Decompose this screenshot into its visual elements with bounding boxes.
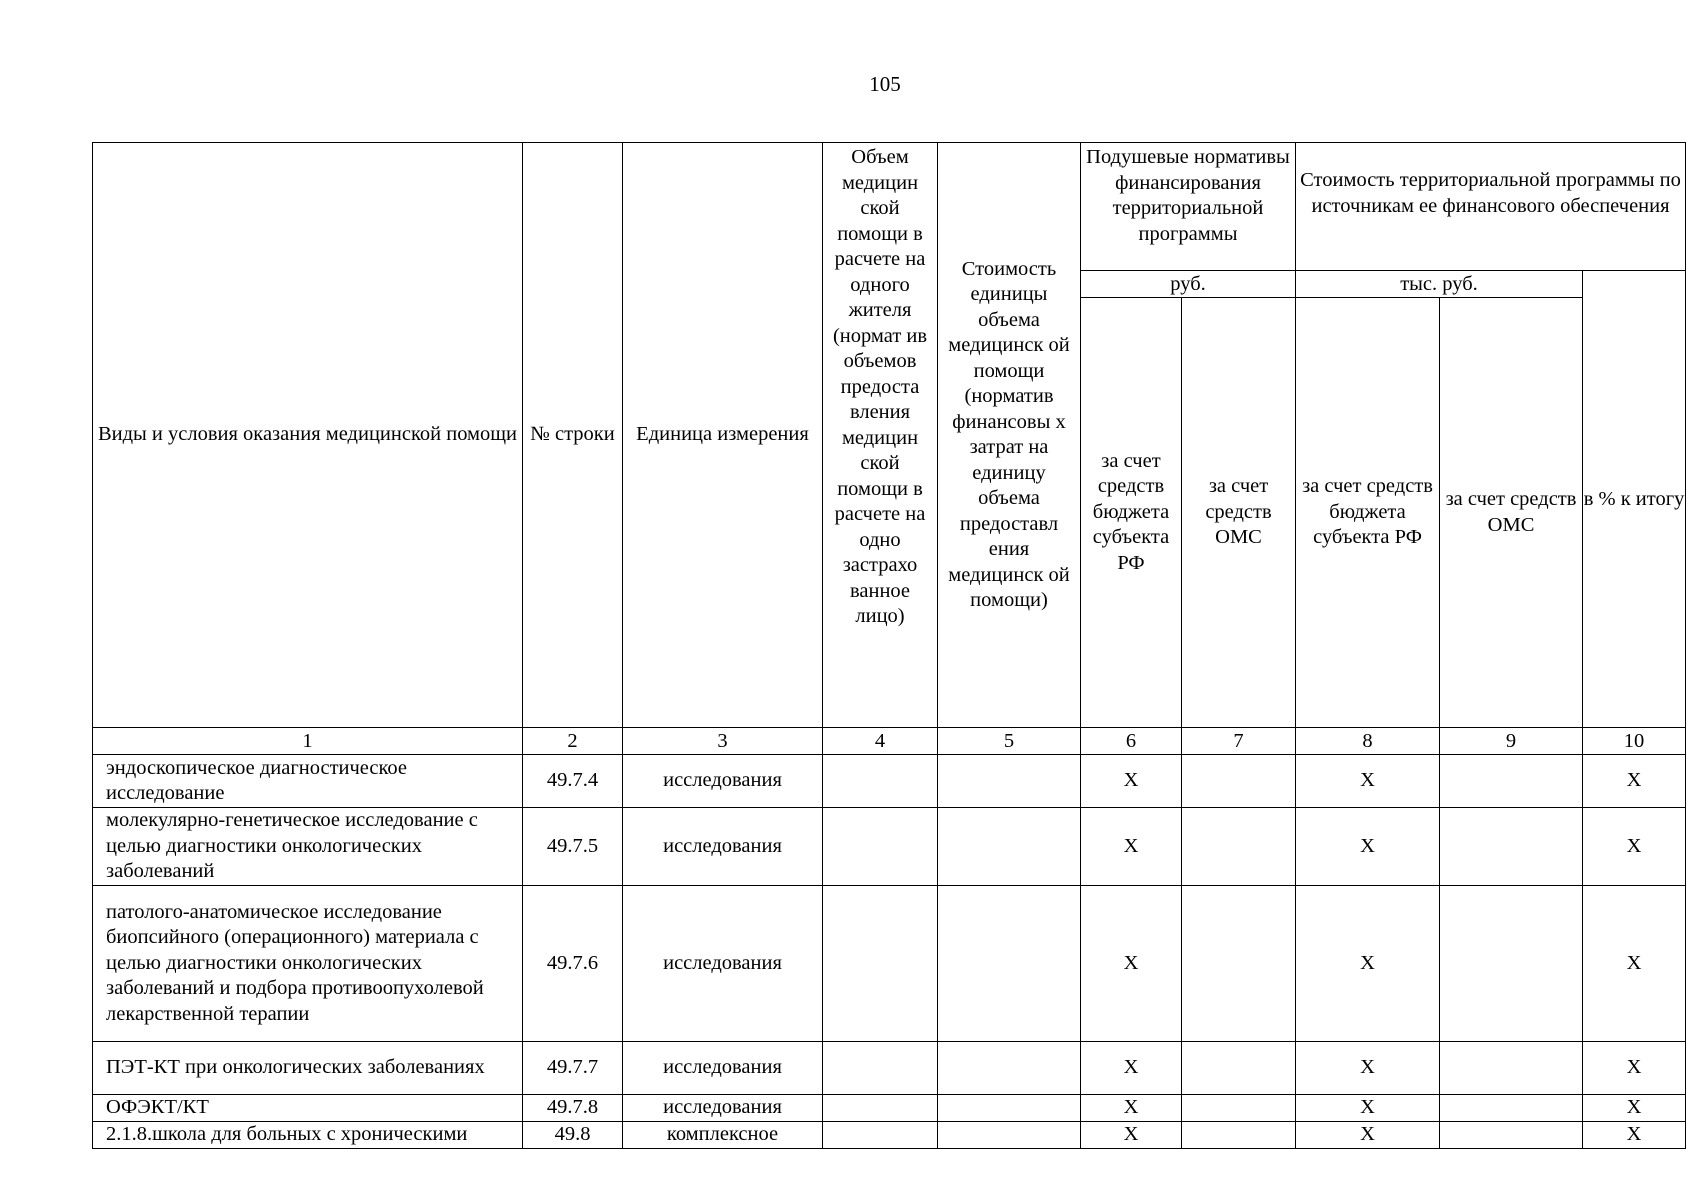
row-percent-total: Х [1583,808,1686,886]
column-number: 7 [1182,728,1296,755]
row-number: 49.7.6 [523,886,623,1042]
table-row [93,755,1686,808]
row-number: 49.7.7 [523,1042,623,1095]
header-budget-rf-total: за счет средств бюджета субъекта РФ [1296,298,1440,728]
row-volume [823,755,938,808]
row-volume [823,1042,938,1095]
row-oms-total [1440,1042,1583,1095]
row-unit-cost [938,755,1081,808]
header-rub: руб. [1081,271,1296,298]
row-oms-total [1440,808,1583,886]
header-thousand-rub: тыс. руб. [1296,271,1583,298]
header-oms: за счет средств ОМС [1182,298,1296,728]
header-row-no: № строки [523,143,623,728]
row-budget-rf: Х [1081,1095,1182,1122]
row-oms-total [1440,886,1583,1042]
row-name: патолого-анатомическое исследование биопсийного (операционного) материала с целью диагностики онкологических заболеваний и подбора противоопухолевой лекарственной терапии [93,886,523,1042]
row-oms [1182,808,1296,886]
row-budget-rf: Х [1081,808,1182,886]
header-kind: Виды и условия оказания медицинской помощи [93,143,523,728]
header-per-capita-group: Подушевые нормативы финансирования территориальной программы [1081,143,1296,271]
header-oms-total: за счет средств ОМС [1440,298,1583,728]
row-volume [823,1095,938,1122]
row-budget-rf-total: Х [1296,1122,1440,1149]
row-volume [823,1122,938,1149]
row-unit-cost [938,808,1081,886]
row-oms [1182,755,1296,808]
row-unit: комплексное [623,1122,823,1149]
row-unit: исследования [623,886,823,1042]
row-percent-total: Х [1583,1042,1686,1095]
row-volume [823,808,938,886]
table-header [93,143,1686,728]
header-percent-total: в % к итогу [1583,271,1686,728]
row-percent-total: Х [1583,1122,1686,1149]
row-oms-total [1440,1122,1583,1149]
table-row [93,1095,1686,1122]
table-body [93,728,1686,1149]
header-unit-cost: Стоимость единицы объема медицинск ой помощи (норматив финансовы х затрат на единицу объема предоставл ения медицинск ой помощи) [938,143,1081,728]
financing-table [92,142,1686,1149]
row-number: 49.8 [523,1122,623,1149]
row-budget-rf: Х [1081,1042,1182,1095]
row-volume [823,886,938,1042]
table-row [93,1042,1686,1095]
row-budget-rf-total: Х [1296,808,1440,886]
row-name: эндоскопическое диагностическое исследование [93,755,523,808]
row-name: ОФЭКТ/КТ [93,1095,523,1122]
table-row [93,886,1686,1042]
column-number: 9 [1440,728,1583,755]
row-unit: исследования [623,755,823,808]
row-oms-total [1440,755,1583,808]
row-number: 49.7.4 [523,755,623,808]
row-unit: исследования [623,808,823,886]
row-oms [1182,1122,1296,1149]
row-name: 2.1.8.школа для больных с хроническими [93,1122,523,1149]
table-row [93,1122,1686,1149]
header-volume: Объем медицин ской помощи в расчете на одного жителя (нормат ив объемов предоста вления медицин ской помощи в расчете на одно застрахо ванное лицо) [823,143,938,728]
row-unit-cost [938,886,1081,1042]
row-budget-rf: Х [1081,886,1182,1042]
row-number: 49.7.8 [523,1095,623,1122]
row-name: ПЭТ-КТ при онкологических заболеваниях [93,1042,523,1095]
column-number: 6 [1081,728,1182,755]
row-oms [1182,886,1296,1042]
page-number: 105 [869,72,901,96]
row-percent-total: Х [1583,886,1686,1042]
row-oms [1182,1042,1296,1095]
row-unit-cost [938,1042,1081,1095]
row-unit-cost [938,1122,1081,1149]
row-unit: исследования [623,1095,823,1122]
column-number-row [93,728,1686,755]
row-budget-rf: Х [1081,1122,1182,1149]
table-row [93,808,1686,886]
row-oms [1182,1095,1296,1122]
column-number: 8 [1296,728,1440,755]
column-number: 3 [623,728,823,755]
row-percent-total: Х [1583,1095,1686,1122]
row-number: 49.7.5 [523,808,623,886]
row-name: молекулярно-генетическое исследование с целью диагностики онкологических заболеваний [93,808,523,886]
row-percent-total: Х [1583,755,1686,808]
row-unit-cost [938,1095,1081,1122]
header-program-cost-group: Стоимость территориальной программы по источникам ее финансового обеспечения [1296,143,1686,271]
row-oms-total [1440,1095,1583,1122]
header-unit: Единица измерения [623,143,823,728]
column-number: 10 [1583,728,1686,755]
row-budget-rf-total: Х [1296,886,1440,1042]
row-budget-rf-total: Х [1296,1042,1440,1095]
column-number: 4 [823,728,938,755]
row-budget-rf-total: Х [1296,755,1440,808]
column-number: 1 [93,728,523,755]
row-budget-rf-total: Х [1296,1095,1440,1122]
row-budget-rf: Х [1081,755,1182,808]
column-number: 2 [523,728,623,755]
row-unit: исследования [623,1042,823,1095]
header-budget-rf: за счет средств бюджета субъекта РФ [1081,298,1182,728]
column-number: 5 [938,728,1081,755]
